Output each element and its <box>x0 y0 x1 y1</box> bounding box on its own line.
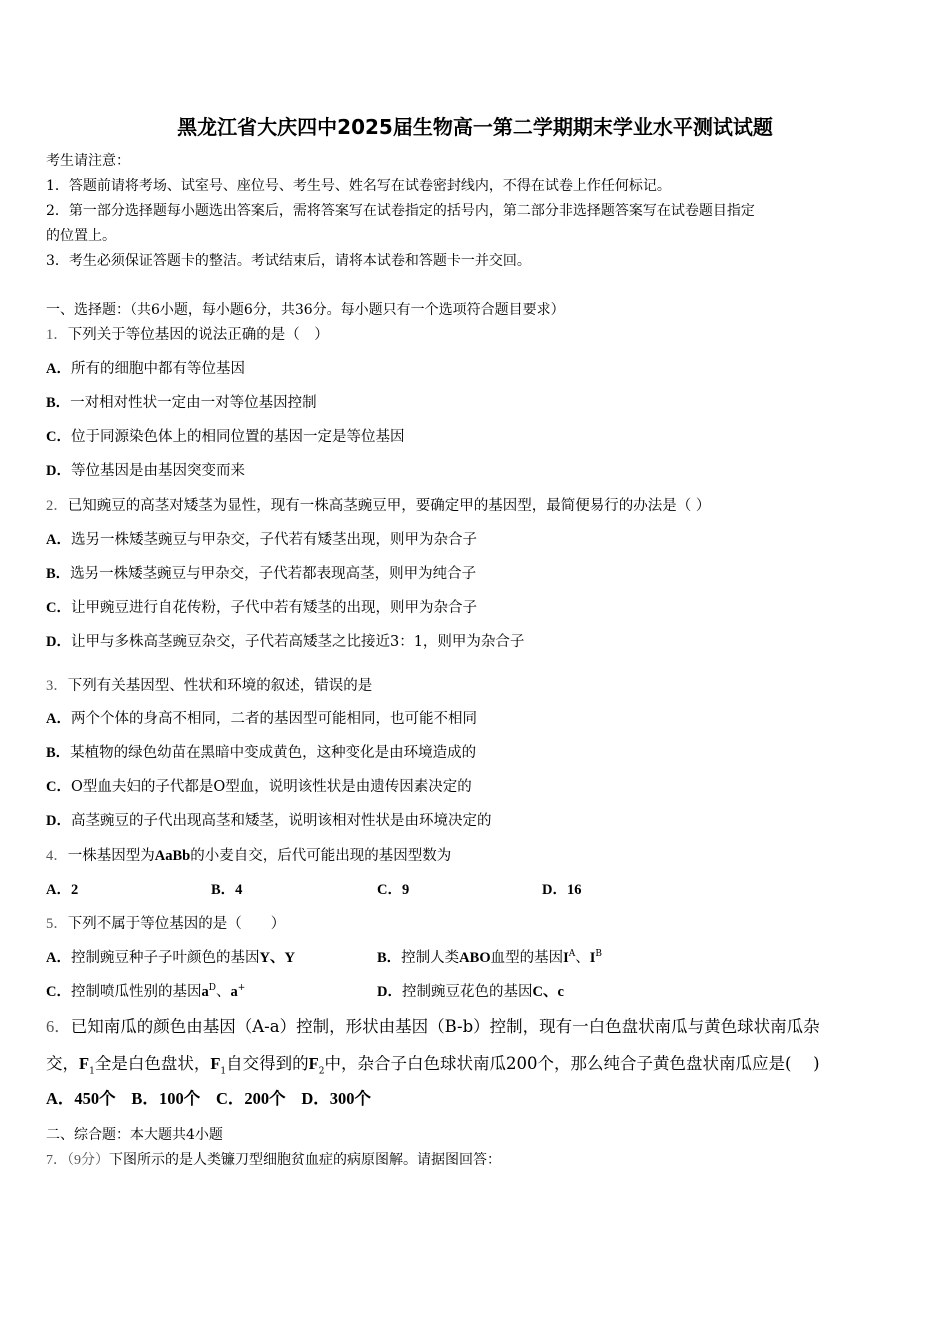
question-6-stem-line2: 交，$F_1$全是白色盘状，$F_1$自交得到的$F_2$中，杂合子白色球状南瓜200个，那么纯合子黄色盘状南瓜应是( ) <box>46 1054 820 1077</box>
question-4-option-d: D．16 <box>542 882 582 898</box>
question-number: 5． <box>46 916 68 932</box>
question-number: 4． <box>46 848 68 864</box>
question-3-option-d: D．高茎豌豆的子代出现高茎和矮茎，说明该相对性状是由环境决定的 <box>46 813 492 829</box>
section1-heading: 一、选择题：（共6小题，每小题6分，共36分。每小题只有一个选项符合题目要求） <box>46 302 565 318</box>
question-6-options: A．450个 B．100个 C．200个 D．300个 <box>46 1089 372 1108</box>
question-4-option-b: B．4 <box>211 882 243 898</box>
question-4-option-a: A．2 <box>46 882 79 898</box>
question-7-stem: 7．（9分）下图所示的是人类镰刀型细胞贫血症的病原图解。请据图回答： <box>46 1152 501 1168</box>
question-2-option-c: C．让甲豌豆进行自花传粉，子代中若有矮茎的出现，则甲为杂合子 <box>46 600 477 616</box>
question-number: 6． <box>46 1017 71 1036</box>
question-5-option-b: B．控制人类ABO血型的基因$I^A$、$I^B$ <box>377 949 603 966</box>
page-title: 黑龙江省大庆四中2025届生物高一第二学期期末学业水平测试试题 <box>177 115 773 139</box>
question-6-stem-line1: 6．已知南瓜的颜色由基因（A-a）控制，形状由基因（B-b）控制，现有一白色盘状南瓜与黄色球状南瓜杂 <box>46 1017 820 1036</box>
question-2-stem: 2．已知豌豆的高茎对矮茎为显性，现有一株高茎豌豆甲，要确定甲的基因型，最简便易行的办法是（ ） <box>46 498 711 514</box>
question-5-option-c: C．控制喷瓜性别的基因$a^D$、a+ <box>46 983 246 1000</box>
question-2-option-a: A．选另一株矮茎豌豆与甲杂交，子代若有矮茎出现，则甲为杂合子 <box>46 532 477 548</box>
question-2-option-d: D．让甲与多株高茎豌豆杂交，子代若高矮茎之比接近3：1，则甲为杂合子 <box>46 634 525 650</box>
notice-heading: 考生请注意： <box>46 153 130 169</box>
question-4-stem: 4．一株基因型为AaBb的小麦自交，后代可能出现的基因型数为 <box>46 848 452 864</box>
notice-item-1: 1．答题前请将考场、试室号、座位号、考生号、姓名写在试卷密封线内，不得在试卷上作任何标记。 <box>46 178 671 194</box>
question-2-option-b: B．选另一株矮茎豌豆与甲杂交，子代若都表现高茎，则甲为纯合子 <box>46 566 477 582</box>
question-number: 7． <box>46 1153 67 1168</box>
notice-item-3: 3．考生必须保证答题卡的整洁。考试结束后，请将本试卷和答题卡一并交回。 <box>46 253 531 269</box>
question-5-option-d: D．控制豌豆花色的基因C、c <box>377 984 564 1000</box>
question-1-option-c: C．位于同源染色体上的相同位置的基因一定是等位基因 <box>46 429 405 445</box>
question-3-option-a: A．两个个体的身高不相同，二者的基因型可能相同，也可能不相同 <box>46 711 477 727</box>
question-5-option-a: A．控制豌豆种子子叶颜色的基因Y、Y <box>46 950 295 966</box>
question-number: 1． <box>46 327 68 343</box>
question-number: 3． <box>46 678 68 694</box>
question-1-option-a: A．所有的细胞中都有等位基因 <box>46 361 245 377</box>
question-3-option-c: C．O型血夫妇的子代都是O型血，说明该性状是由遗传因素决定的 <box>46 779 472 795</box>
question-5-stem: 5．下列不属于等位基因的是（ ） <box>46 916 286 932</box>
question-1-stem: 1．下列关于等位基因的说法正确的是（ ） <box>46 327 329 343</box>
section2-heading: 二、综合题：本大题共4小题 <box>46 1127 223 1143</box>
question-1-option-d: D．等位基因是由基因突变而来 <box>46 463 245 479</box>
notice-item-2-cont: 的位置上。 <box>46 228 116 244</box>
question-score: （9分） <box>67 1153 109 1168</box>
question-number: 2． <box>46 498 68 514</box>
question-1-option-b: B．一对相对性状一定由一对等位基因控制 <box>46 395 317 411</box>
notice-item-2: 2．第一部分选择题每小题选出答案后，需将答案写在试卷指定的括号内，第二部分非选择题答案写在试卷题目指定 <box>46 203 755 219</box>
question-3-stem: 3．下列有关基因型、性状和环境的叙述，错误的是 <box>46 678 373 694</box>
question-3-option-b: B．某植物的绿色幼苗在黑暗中变成黄色，这种变化是由环境造成的 <box>46 745 477 761</box>
question-4-option-c: C．9 <box>377 882 410 898</box>
